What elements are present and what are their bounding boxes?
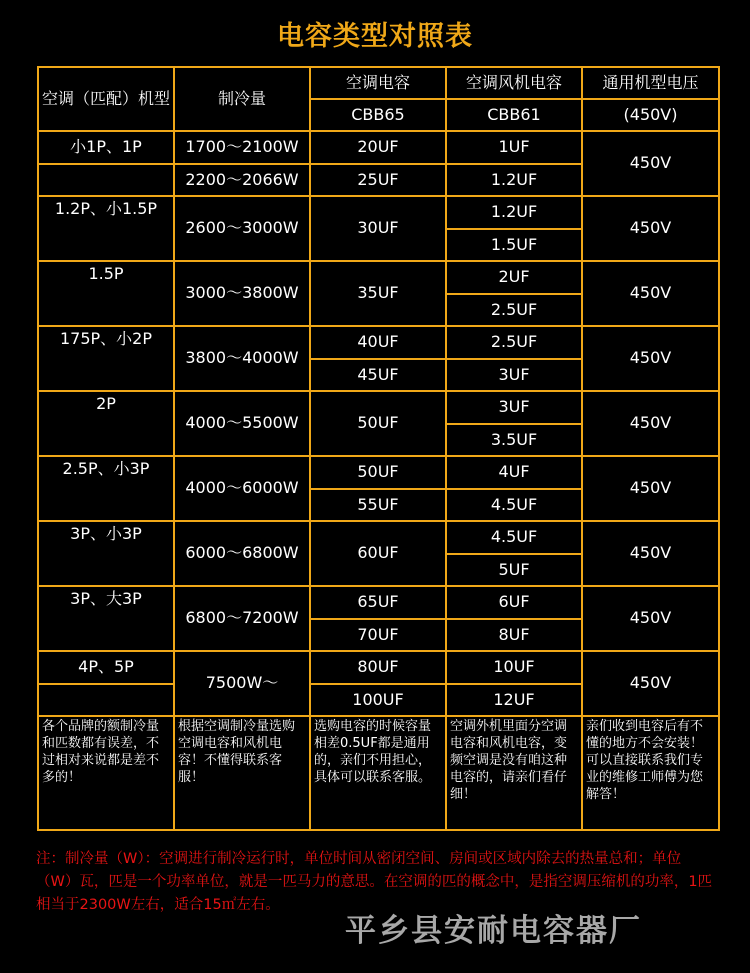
header-cooling: 制冷量 — [174, 67, 310, 131]
cooling-cell: 4000～5500W — [174, 391, 310, 456]
note-cell: 亲们收到电容后有不懂的地方不会安装！可以直接联系我们专业的维修工师傅为您解答！ — [582, 716, 719, 830]
fan-cap-cell: 2UF — [446, 261, 582, 294]
cooling-cell: 2600～3000W — [174, 196, 310, 261]
fan-cap-cell: 2.5UF — [446, 294, 582, 326]
cooling-cell: 7500W～ — [174, 651, 310, 716]
fan-cap-cell: 4.5UF — [446, 521, 582, 554]
cooling-cell: 6000～6800W — [174, 521, 310, 586]
fan-cap-cell: 1.2UF — [446, 196, 582, 229]
ac-cap-cell: 60UF — [310, 521, 446, 586]
voltage-cell: 450V — [582, 586, 719, 651]
header-ac-model: 空调（匹配）机型 — [38, 67, 174, 131]
voltage-cell: 450V — [582, 326, 719, 391]
fan-cap-cell: 1.5UF — [446, 229, 582, 261]
model-cell: 3P、大3P — [38, 586, 174, 651]
note-cell: 各个品牌的额制冷量和匹数都有误差，不过相对来说都是差不多的！ — [38, 716, 174, 830]
ac-cap-cell: 55UF — [310, 489, 446, 521]
fan-cap-cell: 8UF — [446, 619, 582, 651]
cooling-cell: 4000～6000W — [174, 456, 310, 521]
fan-cap-cell: 1.2UF — [446, 164, 582, 196]
header-voltage: 通用机型电压 — [582, 67, 719, 99]
header-ac-cap-type: CBB65 — [310, 99, 446, 131]
fan-cap-cell: 4UF — [446, 456, 582, 489]
cooling-cell: 1700～2100W — [174, 131, 310, 164]
ac-cap-cell: 70UF — [310, 619, 446, 651]
cooling-cell: 3000～3800W — [174, 261, 310, 326]
voltage-cell: 450V — [582, 521, 719, 586]
voltage-cell: 450V — [582, 196, 719, 261]
ac-cap-cell: 100UF — [310, 684, 446, 716]
fan-cap-cell: 2.5UF — [446, 326, 582, 359]
model-cell: 3P、小3P — [38, 521, 174, 586]
note-cell: 选购电容的时候容量相差0.5UF都是通用的，亲们不用担心，具体可以联系客服。 — [310, 716, 446, 830]
fan-cap-cell: 1UF — [446, 131, 582, 164]
page-title: 电容类型对照表 — [277, 21, 473, 52]
ac-cap-cell: 45UF — [310, 359, 446, 391]
header-voltage-sub: (450V) — [582, 99, 719, 131]
note-cell: 空调外机里面分空调电容和风机电容，变频空调是没有咱这种电容的，请亲们看仔细！ — [446, 716, 582, 830]
cooling-cell: 6800～7200W — [174, 586, 310, 651]
fan-cap-cell: 12UF — [446, 684, 582, 716]
model-cell: 小1P、1P — [38, 131, 174, 164]
header-fan-cap-type: CBB61 — [446, 99, 582, 131]
model-cell-empty — [38, 684, 174, 716]
fan-cap-cell: 5UF — [446, 554, 582, 586]
model-cell: 4P、5P — [38, 651, 174, 684]
cooling-cell: 2200～2066W — [174, 164, 310, 196]
fan-cap-cell: 4.5UF — [446, 489, 582, 521]
header-fan-cap: 空调风机电容 — [446, 67, 582, 99]
footnote: 注：制冷量（W）：空调进行制冷运行时，单位时间从密闭空间、房间或区域内除去的热量总和；单位（W）瓦，匹是一个功率单位，就是一匹马力的意思。在空调的匹的概念中，是指空调压缩机的功率，1匹相当于2300W左右，适合15㎡左右。 — [36, 851, 713, 913]
note-cell: 根据空调制冷量选购空调电容和风机电容！不懂得联系客服！ — [174, 716, 310, 830]
fan-cap-cell: 3UF — [446, 359, 582, 391]
ac-cap-cell: 40UF — [310, 326, 446, 359]
fan-cap-cell: 10UF — [446, 651, 582, 684]
model-cell: 175P、小2P — [38, 326, 174, 391]
ac-cap-cell: 35UF — [310, 261, 446, 326]
fan-cap-cell: 3.5UF — [446, 424, 582, 456]
ac-cap-cell: 30UF — [310, 196, 446, 261]
ac-cap-cell: 50UF — [310, 391, 446, 456]
header-ac-cap: 空调电容 — [310, 67, 446, 99]
ac-cap-cell: 65UF — [310, 586, 446, 619]
voltage-cell: 450V — [582, 651, 719, 716]
watermark: 平乡县安耐电容器厂 — [345, 913, 642, 949]
voltage-cell: 450V — [582, 391, 719, 456]
ac-cap-cell: 20UF — [310, 131, 446, 164]
model-cell: 2.5P、小3P — [38, 456, 174, 521]
model-cell: 1.2P、小1.5P — [38, 196, 174, 261]
cooling-cell: 3800～4000W — [174, 326, 310, 391]
fan-cap-cell: 6UF — [446, 586, 582, 619]
ac-cap-cell: 50UF — [310, 456, 446, 489]
voltage-cell: 450V — [582, 261, 719, 326]
model-cell: 1.5P — [38, 261, 174, 326]
ac-cap-cell: 25UF — [310, 164, 446, 196]
voltage-cell: 450V — [582, 456, 719, 521]
model-cell-empty — [38, 164, 174, 196]
capacitor-table — [37, 66, 720, 831]
ac-cap-cell: 80UF — [310, 651, 446, 684]
model-cell: 2P — [38, 391, 174, 456]
fan-cap-cell: 3UF — [446, 391, 582, 424]
voltage-cell: 450V — [582, 131, 719, 196]
